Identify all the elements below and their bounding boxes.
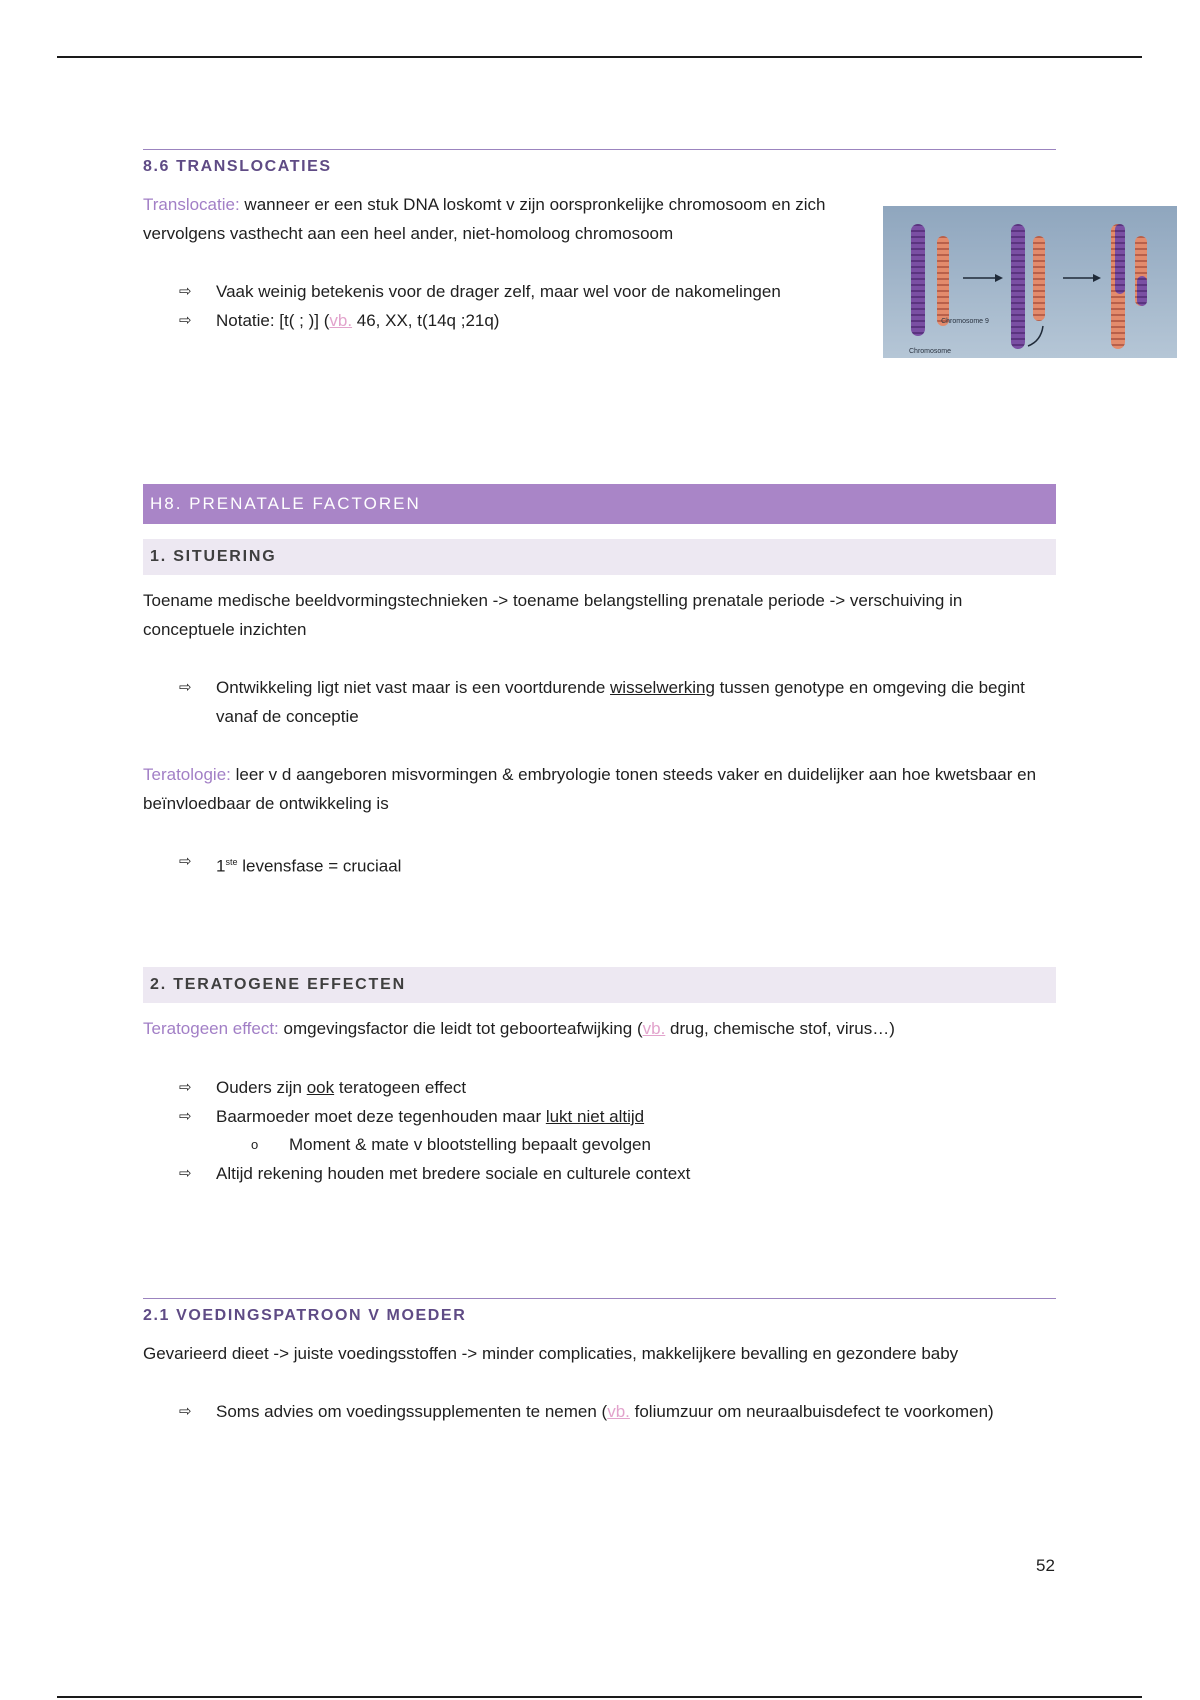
- vb-label: vb.: [607, 1402, 630, 1421]
- situering-bullets: [143, 674, 1056, 731]
- chromosome-diagram: [883, 206, 1177, 358]
- list-item: [216, 1131, 1056, 1160]
- list-item-text: teratogeen effect: [334, 1078, 467, 1097]
- list-item-text: 1: [216, 856, 226, 876]
- situering-intro: Toename medische beeldvormingstechnieken -> toename belangstelling prenatale periode -> verschuiving in conceptuele inzichten: [143, 591, 963, 639]
- list-item: [143, 1074, 1056, 1103]
- figure-label-chromosome-9: Chromosome 9: [941, 318, 989, 325]
- definition-text: omgevingsfactor die leidt tot geboorteafwijking (: [278, 1019, 643, 1038]
- figure-label-chromosome: Chromosome: [909, 348, 952, 355]
- list-item: [143, 848, 1056, 881]
- list-item-text: Soms advies om voedingssupplementen te nemen (: [216, 1402, 608, 1421]
- list-item-text: Baarmoeder moet deze tegenhouden maar: [216, 1106, 546, 1126]
- list-item: [143, 1103, 1056, 1132]
- vb-label: vb.: [329, 310, 353, 330]
- voeding-intro: Gevarieerd dieet -> juiste voedingsstoffen -> minder complicaties, makkelijkere bevalling en gezondere baby: [143, 1344, 959, 1363]
- list-item: [143, 1398, 1003, 1427]
- circle-bullet-icon: o: [251, 1137, 259, 1152]
- definition-text: leer v d aangeboren misvormingen & embryologie tonen steeds vaker en duidelijker aan hoe kwetsbaar en beïnvloedbaar de ontwikkeling is: [143, 765, 1037, 813]
- voeding-bullets: [143, 1398, 1003, 1427]
- arrow-bullet-icon: ⇨: [179, 1107, 192, 1125]
- footer-rule: [57, 1696, 1142, 1698]
- arrow-bullet-icon: ⇨: [179, 1403, 192, 1420]
- translocatie-definition: [143, 191, 883, 248]
- notation-prefix: Notatie: [t( ; )] (: [216, 310, 330, 330]
- teratogeen-definition: [143, 1015, 1056, 1044]
- underlined-text: ook: [306, 1078, 335, 1097]
- section-heading-voeding: 2.1 VOEDINGSPATROON V MOEDER: [143, 1307, 467, 1324]
- arrow-bullet-icon: ⇨: [179, 853, 192, 870]
- chapter-title-band: H8. PRENATALE FACTOREN: [143, 484, 1056, 524]
- superscript: ste: [225, 857, 238, 867]
- sub-list: [143, 1131, 1056, 1160]
- list-item-text: Altijd rekening houden met bredere sociale en culturele context: [216, 1163, 691, 1183]
- list-item-text: Vaak weinig betekenis voor de drager zelf, maar wel voor de nakomelingen: [216, 282, 781, 301]
- bullet-list: [143, 1074, 1056, 1131]
- section-rule: [143, 149, 1056, 150]
- arrow-bullet-icon: ⇨: [179, 283, 192, 300]
- section-heading-situering: 1. SITUERING: [143, 539, 1056, 575]
- term-translocatie: Translocatie:: [143, 195, 240, 214]
- underlined-text: lukt niet altijd: [545, 1106, 645, 1126]
- arrow-bullet-icon: ⇨: [179, 679, 192, 696]
- list-item-text: Moment & mate v blootstelling bepaalt gevolgen: [289, 1135, 651, 1154]
- list-item: [143, 674, 1056, 731]
- teratologie-definition: [143, 761, 1056, 818]
- definition-text: wanneer er een stuk DNA loskomt v zijn oorspronkelijke chromosoom en zich vervolgens vasthecht aan een heel ander, niet-homoloog chromosoom: [143, 195, 826, 243]
- list-item-text: tussen genotype en omgeving die begint vanaf de conceptie: [216, 678, 1025, 726]
- teratogene-bullets: [143, 1074, 1056, 1188]
- notation-suffix: 46, XX, t(14q ;21q): [352, 310, 500, 330]
- list-item-text: foliumzuur om neuraalbuisdefect te voorkomen): [629, 1402, 994, 1421]
- vb-label: vb.: [642, 1019, 666, 1038]
- arrow-bullet-icon: ⇨: [179, 311, 192, 329]
- arrow-bullet-icon: ⇨: [179, 1079, 192, 1096]
- page-number: 52: [1036, 1556, 1055, 1575]
- underlined-text: wisselwerking: [610, 678, 715, 697]
- header-rule: [57, 56, 1142, 58]
- term-teratogeen: Teratogeen effect:: [143, 1019, 279, 1038]
- list-item-text: levensfase = cruciaal: [237, 856, 402, 876]
- bullet-list: [143, 1160, 1056, 1189]
- list-item: [143, 1160, 1056, 1189]
- section-heading-translocaties: 8.6 TRANSLOCATIES: [143, 158, 332, 175]
- term-teratologie: Teratologie:: [143, 765, 231, 784]
- list-item-text: Ontwikkeling ligt niet vast maar is een voortdurende: [216, 678, 611, 697]
- section-rule: [143, 1298, 1056, 1299]
- definition-text: drug, chemische stof, virus…): [665, 1019, 895, 1038]
- chromosome-translocation-image: [883, 206, 1177, 358]
- arrow-bullet-icon: ⇨: [179, 1164, 192, 1182]
- section-heading-teratogene: 2. TERATOGENE EFFECTEN: [143, 967, 1056, 1003]
- teratologie-bullets: [143, 848, 1056, 881]
- list-item-text: Ouders zijn: [216, 1078, 307, 1097]
